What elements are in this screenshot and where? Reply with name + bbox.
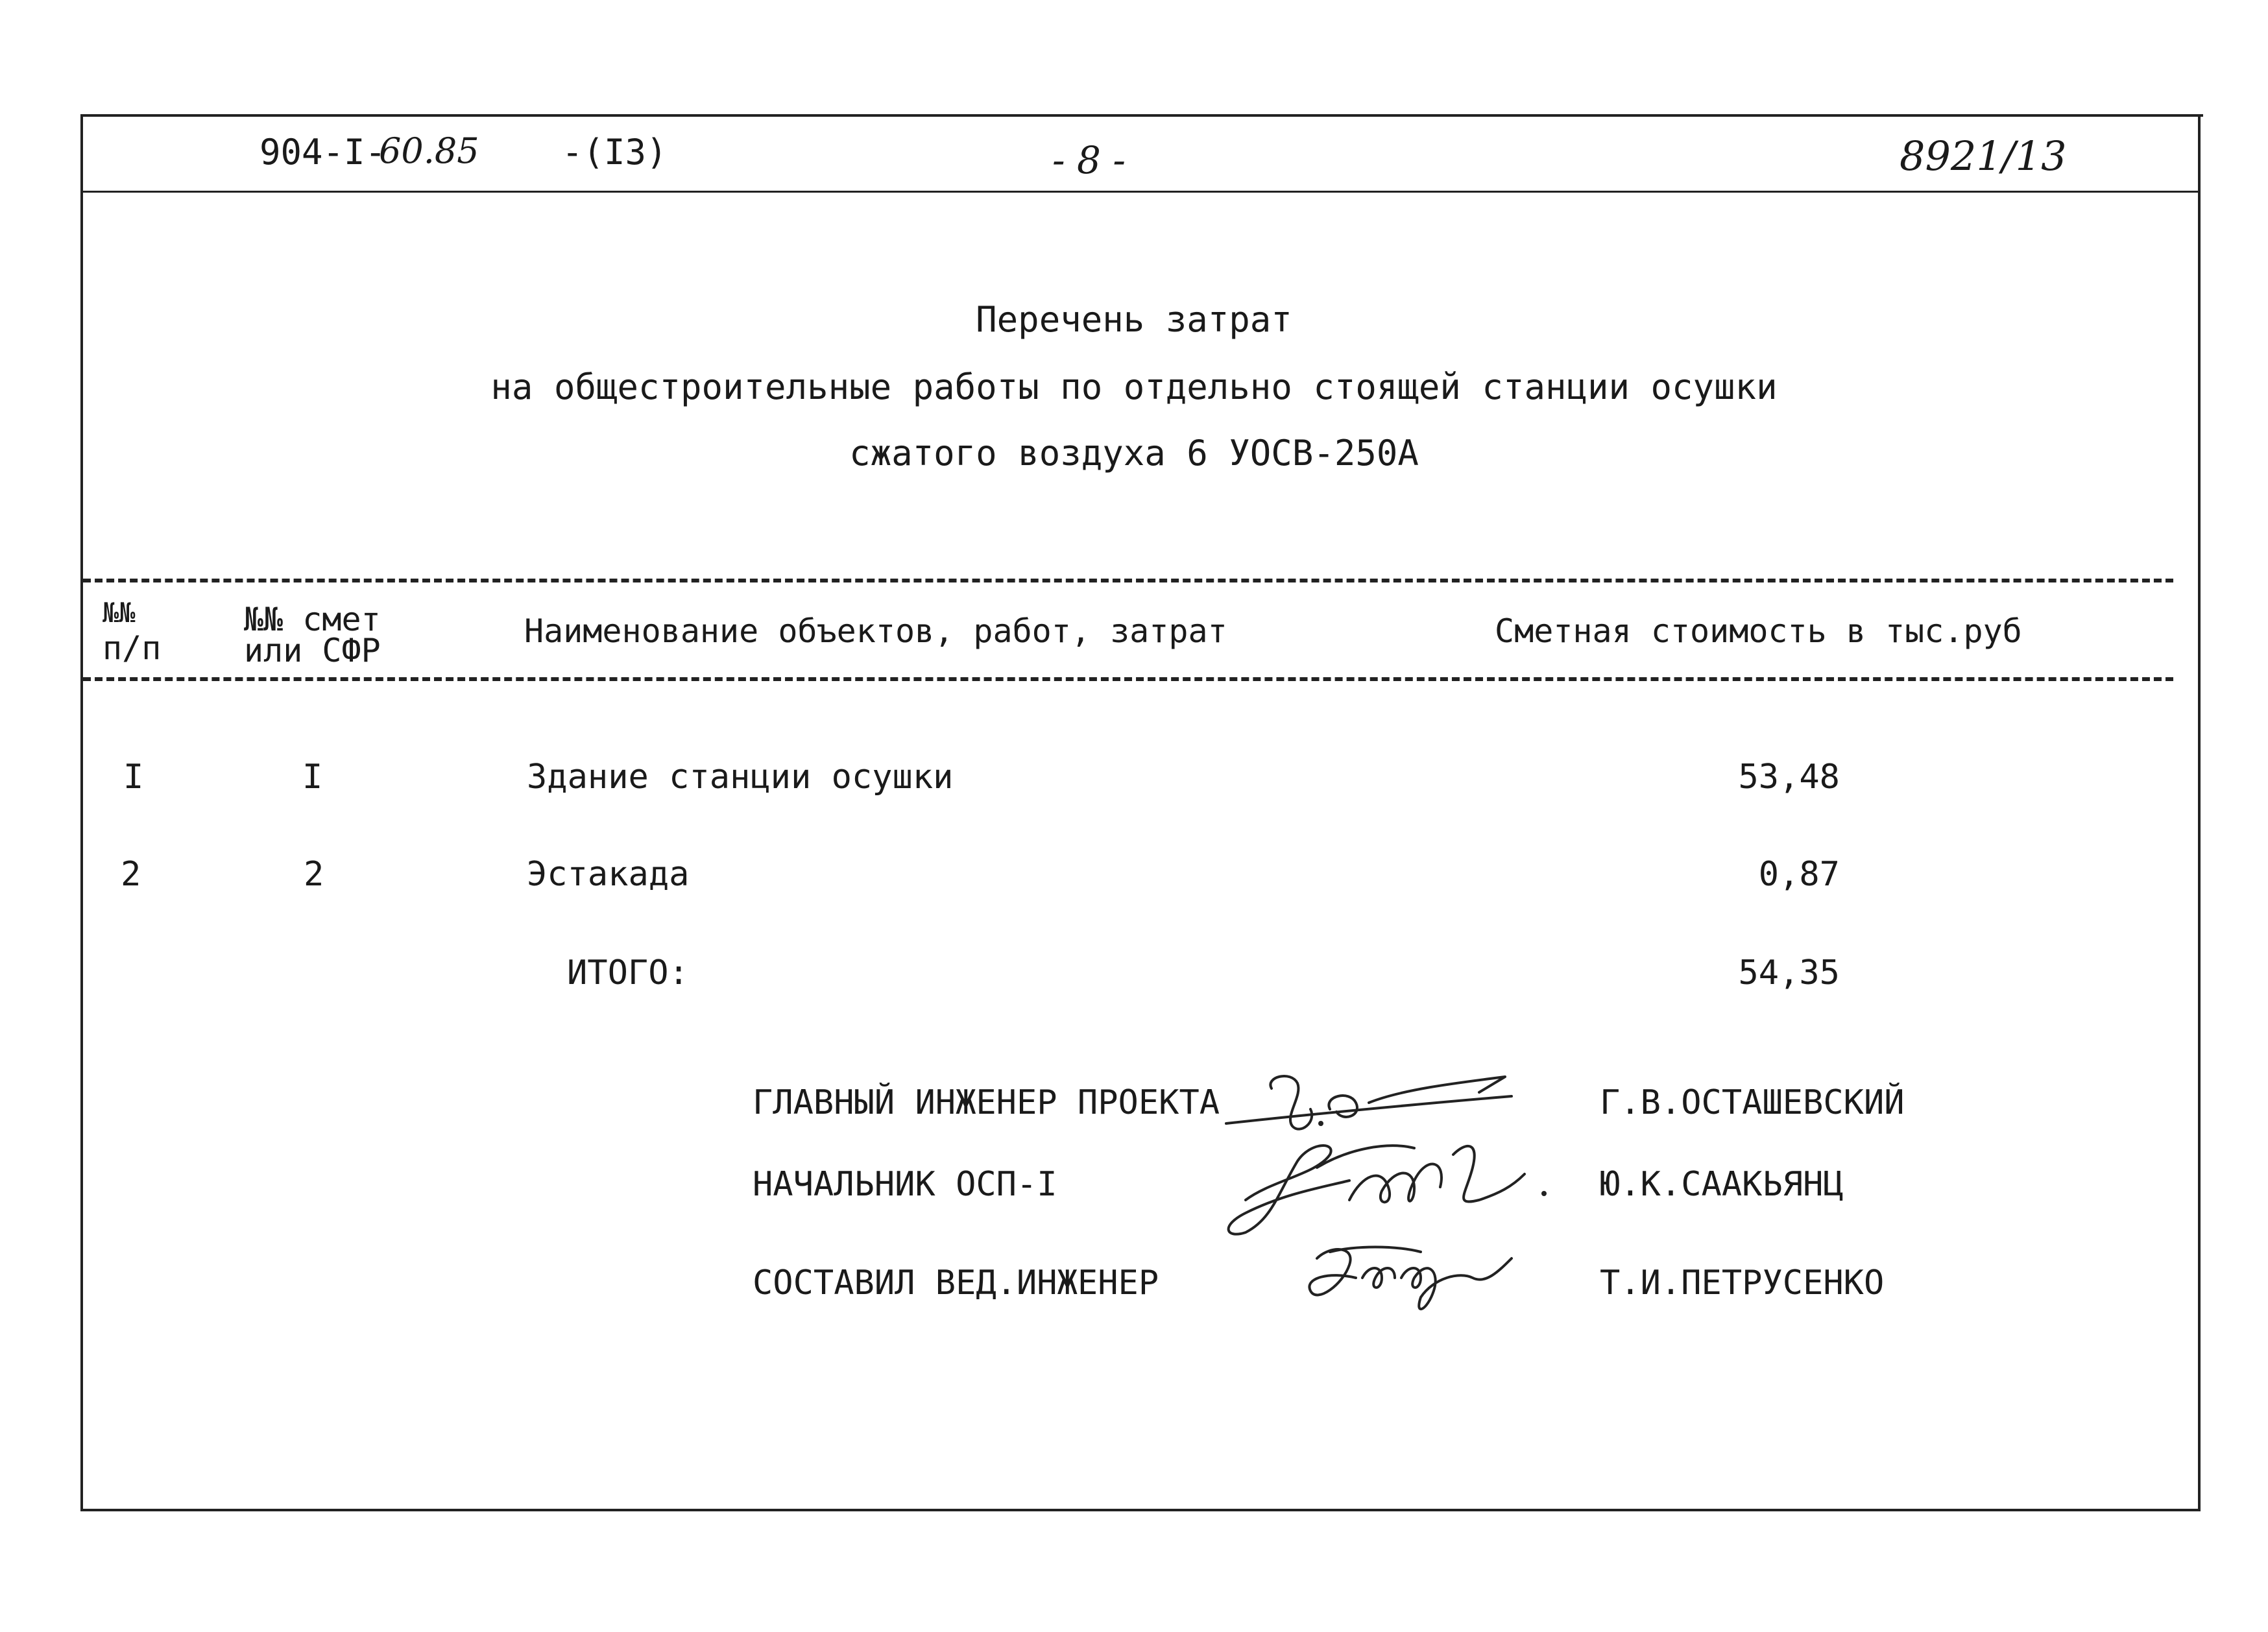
signature-name: Ю.К.СААКЬЯНЦ xyxy=(1600,1165,1844,1204)
title-line-1: Перечень затрат xyxy=(976,299,1292,340)
row-num: I xyxy=(123,758,144,797)
header-divider xyxy=(83,191,2198,193)
total-label: ИТОГО: xyxy=(567,954,689,992)
handwritten-signature-chief-engineer xyxy=(1220,1064,1518,1135)
row-cost: 0,87 xyxy=(1758,855,1840,894)
frame-top-border xyxy=(82,114,2203,117)
inventory-number: 8921/13 xyxy=(1900,132,2067,180)
handwritten-signature-lead-engineer xyxy=(1291,1232,1525,1317)
row-num: 2 xyxy=(121,855,141,894)
col-cost-header: Сметная стоимость в тыс.руб xyxy=(1495,612,2022,650)
row-estimate: 2 xyxy=(304,855,324,894)
signature-name: Т.И.ПЕТРУСЕНКО xyxy=(1600,1264,1885,1302)
row-cost: 53,48 xyxy=(1738,758,1840,797)
col-estimate-line-1: №№ смет xyxy=(244,601,381,638)
doc-code-prefix: 904-I- xyxy=(259,132,387,173)
handwritten-signature-department-head xyxy=(1220,1129,1570,1245)
signature-title: ГЛАВНЫЙ ИНЖЕНЕР ПРОЕКТА xyxy=(753,1083,1220,1122)
doc-code-handwritten: 60.85 xyxy=(379,130,479,171)
col-estimate-line-2: или СФР xyxy=(244,632,381,669)
row-name: Эстакада xyxy=(527,855,690,894)
title-line-3: сжатого воздуха 6 УОСВ-250А xyxy=(849,433,1419,474)
signature-title: НАЧАЛЬНИК ОСП-I xyxy=(753,1165,1057,1204)
total-value: 54,35 xyxy=(1738,954,1840,992)
row-estimate: I xyxy=(302,758,323,797)
row-name: Здание станции осушки xyxy=(527,758,954,797)
col-num-line-1: №№ xyxy=(103,597,136,629)
table-header-top-rule xyxy=(83,579,2173,582)
col-name-header: Наименование объектов, работ, затрат xyxy=(524,612,1227,650)
col-num-line-2: п/п xyxy=(103,629,162,667)
page-number: - 8 - xyxy=(1052,138,1126,182)
frame-bottom-border xyxy=(83,1509,2201,1511)
table-header-bottom-rule xyxy=(83,677,2173,681)
signature-name: Г.В.ОСТАШЕВСКИЙ xyxy=(1600,1083,1905,1122)
signature-title: СОСТАВИЛ ВЕД.ИНЖЕНЕР xyxy=(753,1264,1159,1302)
doc-code-suffix: -(I3) xyxy=(562,132,668,173)
title-line-2: на общестроительные работы по отдельно стоящей станции осушки xyxy=(490,366,1778,407)
